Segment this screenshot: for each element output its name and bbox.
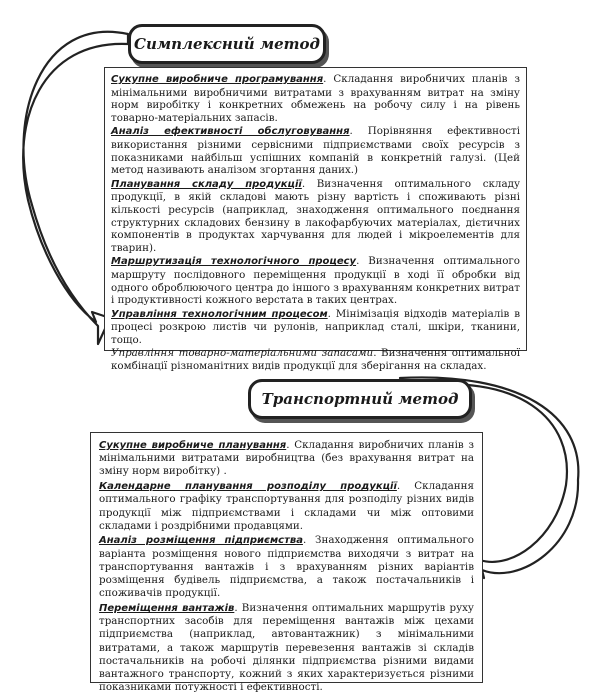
transport-entry: Переміщення вантажів. Визначення оптимальних маршрутів руху транспортних засобів для переміщення вантажів між цехами підприємства (наприклад, автовантажник) з мінімальними витратами, а також маршрутів перевезення вантажів зі складів постачальників на робочі ділянки підприємства різними видами вантажного транспорту, кожний з яких характеризується різними показниками потужності і ефективності. [99, 601, 474, 694]
simplex-entry: Управління технологічним процесом. Мінімізація відходів матеріалів в процесі розкрою листів чи рулонів, наприклад сталі, шкіри, тканини, тощо. [111, 307, 520, 346]
simplex-entry: Сукупне виробниче програмування. Складання виробничих планів з мінімальними виробничими витратами з врахуванням витрат на зміну норм виробітку і конкретних обмежень на робочу силу і на рівень товарно-матеріальних запасів. [111, 73, 521, 124]
transport-text: Складання оптимального графіку транспортування для розподілу різних видів продукції між підприємствами і складами чи між оптовими складами і роздрібними продавцями. [99, 480, 474, 532]
transport-text: Складання виробничих планів з мінімальними витратами виробництва (без врахування витрат на зміну норм виробітку) . [99, 439, 474, 478]
transport-title: Транспортний метод [248, 379, 472, 419]
transport-term: Аналіз розміщення підприємства [99, 535, 303, 547]
simplex-entry: Управління товарно-матеріальними запасами. Визначення оптимальної комбінації різноманітних видів продукції для зберігання на складах. [111, 347, 521, 373]
simplex-text: Порівняння ефективності використання різними сервісними підприємствами своїх ресурсів з показниками найбільш успішних компаній в конкретній галузі. (Цей метод називають аналізом згортання даних.) [111, 125, 521, 177]
simplex-text: Визначення оптимального складу продукції, в якій складові мають різну вартість і споживають різні кількості ресурсів (наприклад, знаходження оптимального поєднання структурних складових бензину в лакофарбуючих матеріалах, дієтичних компонентів в продуктах харчування для людей і мікроелементів для тварин). [111, 177, 521, 254]
simplex-term: Маршрутизація технологічного процесу [111, 256, 357, 268]
transport-entry: Аналіз розміщення підприємства. Знаходження оптимального варіанта розміщення нового підприємства виходячи з витрат на транспортування вантажів і з врахуванням різних варіантів розміщення будівель підприємства, а також постачальників і споживачів продукції. [99, 534, 474, 600]
simplex-content [104, 67, 527, 373]
simplex-text: Визначення оптимального маршруту послідовного переміщення продукції в ході її обробки від одного оброблюючого центра до іншого з врахуванням конкретних витрат і продуктивності кожного верстата в таких центрах. [111, 255, 520, 307]
simplex-entry: Планування складу продукції. Визначення оптимального складу продукції, в якій складові мають різну вартість і споживають різні кількості ресурсів (наприклад, знаходження оптимального поєднання структурних складових бензину в лакофарбуючих матеріалах, дієтичних компонентів в продуктах харчування для людей і мікроелементів для тварин). [111, 177, 521, 254]
simplex-text: Визначення оптимальної комбінації різноманітних видів продукції для зберігання на складах. [111, 347, 521, 373]
simplex-term: Планування складу продукції [111, 178, 302, 190]
transport-text: Знаходження оптимального варіанта розміщення нового підприємства виходячи з витрат на транспортування вантажів і з врахуванням різних варіантів розміщення будівель підприємства, а також постачальників і споживачів продукції. [99, 534, 474, 600]
transport-text: Визначення оптимальних маршрутів руху транспортних засобів для переміщення вантажів між цехами підприємства (наприклад, автовантажник) з мінімальними витратами, а також маршрутів перевезення вантажів зі складів постачальників на робочі ділянки підприємства різними видами вантажного транспорту, кожний з яких характеризується різними показниками потужності і ефективності. [99, 601, 474, 694]
simplex-term: Управління товарно-матеріальними запасами [111, 347, 374, 360]
transport-entry: Календарне планування розподілу продукції. Складання оптимального графіку транспортування для розподілу різних видів продукції між підприємствами і складами чи між оптовими складами і роздрібними продавцями. [99, 480, 474, 532]
simplex-entry: Маршрутизація технологічного процесу. Визначення оптимального маршруту послідовного переміщення продукції в ході її обробки від одного оброблюючого центра до іншого з врахуванням конкретних витрат і продуктивності кожного верстата в таких центрах. [111, 255, 520, 307]
transport-entry: Сукупне виробниче планування. Складання виробничих планів з мінімальними витратами виробництва (без врахування витрат на зміну норм виробітку) . [99, 439, 474, 478]
simplex-term: Сукупне виробниче програмування [111, 74, 324, 85]
simplex-text: Мінімізація відходів матеріалів в процесі розкрою листів чи рулонів, наприклад сталі, шкіри, тканини, тощо. [111, 307, 520, 346]
transport-term: Переміщення вантажів [99, 602, 235, 614]
transport-term: Календарне планування розподілу продукції [99, 481, 397, 493]
transport-term: Сукупне виробниче планування [99, 440, 287, 451]
transport-content [90, 432, 483, 694]
simplex-term: Аналіз ефективності обслуговування [111, 126, 350, 138]
simplex-term: Управління технологічним процесом [111, 308, 328, 320]
simplex-title: Симплексний метод [128, 24, 326, 64]
simplex-entry: Аналіз ефективності обслуговування. Порівняння ефективності використання різними сервісними підприємствами своїх ресурсів з показниками найбільш успішних компаній в конкретній галузі. (Цей метод називають аналізом згортання даних.) [111, 125, 521, 177]
simplex-text: Складання виробничих планів з мінімальними виробничими витратами з врахуванням витрат на зміну норм виробітку і конкретних обмежень на робочу силу і на рівень товарно-матеріальних запасів. [111, 73, 521, 124]
